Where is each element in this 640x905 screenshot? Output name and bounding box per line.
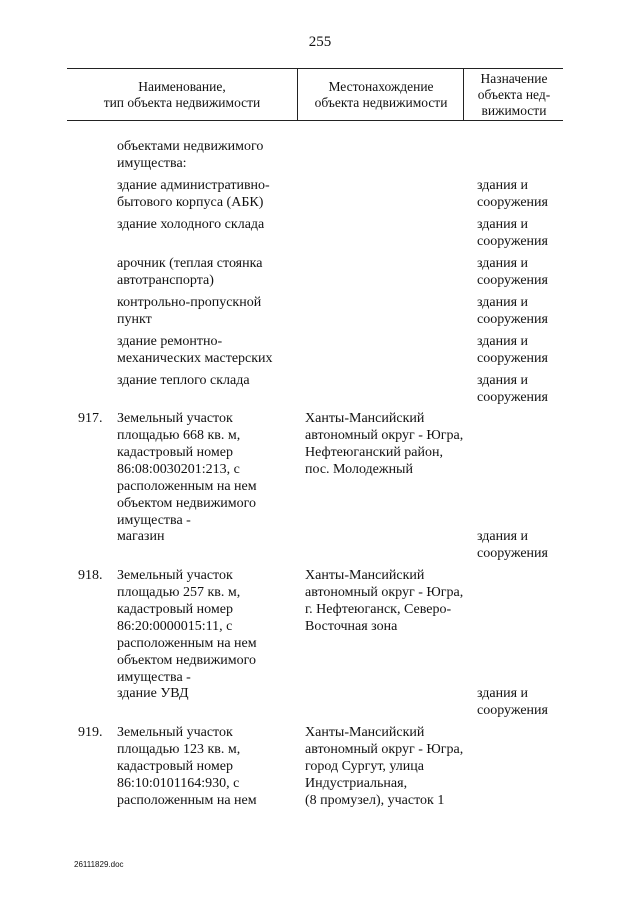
row-location: Ханты-Мансийский автономный округ - Югра, Нефтеюганский район, пос. Молодежный xyxy=(305,411,464,477)
row-number: 919. xyxy=(78,725,103,740)
row-purpose: здания и сооружения xyxy=(477,529,548,561)
row-name: здание теплого склада xyxy=(117,373,250,388)
row-purpose: здания и сооружения xyxy=(477,373,548,405)
row-name: здание холодного склада xyxy=(117,217,265,232)
row-location: Ханты-Мансийский автономный округ - Югра, город Сургут, улица Индустриальная, (8 промузел), участок 1 xyxy=(305,725,464,808)
row-purpose: здания и сооружения xyxy=(477,334,548,366)
row-name: Земельный участок площадью 668 кв. м, кадастровый номер 86:08:0030201:213, с расположенным на нем объектом недвижимого имущества - xyxy=(117,411,257,528)
row-name: здание административно- бытового корпуса (АБК) xyxy=(117,178,270,210)
row-purpose: здания и сооружения xyxy=(477,295,548,327)
row-name: арочник (теплая стоянка автотранспорта) xyxy=(117,256,263,288)
table-header xyxy=(67,68,563,121)
row-name: Земельный участок площадью 257 кв. м, кадастровый номер 86:20:0000015:11, с расположенным на нем объектом недвижимого имущества - xyxy=(117,568,257,685)
footer-filename: 26111829.doc xyxy=(74,860,124,869)
row-name: здание УВД xyxy=(117,686,189,701)
row-name: магазин xyxy=(117,529,165,544)
row-name: объектами недвижимого имущества: xyxy=(117,139,264,171)
row-purpose: здания и сооружения xyxy=(477,217,548,249)
row-name: здание ремонтно- механических мастерских xyxy=(117,334,273,366)
header-location: Местонахождение объекта недвижимости xyxy=(297,69,464,120)
row-purpose: здания и сооружения xyxy=(477,256,548,288)
header-name: Наименование, тип объекта недвижимости xyxy=(103,78,261,110)
row-purpose: здания и сооружения xyxy=(477,686,548,718)
page-number: 255 xyxy=(308,34,332,50)
row-purpose: здания и сооружения xyxy=(477,178,548,210)
row-number: 917. xyxy=(78,411,103,426)
row-name: контрольно-пропускной пункт xyxy=(117,295,262,327)
row-name: Земельный участок площадью 123 кв. м, кадастровый номер 86:10:0101164:930, с расположенным на нем xyxy=(117,725,257,808)
header-purpose: Назначение объекта нед- вижимости xyxy=(463,69,564,120)
row-location: Ханты-Мансийский автономный округ - Югра, г. Нефтеюганск, Северо- Восточная зона xyxy=(305,568,464,634)
row-number: 918. xyxy=(78,568,103,583)
